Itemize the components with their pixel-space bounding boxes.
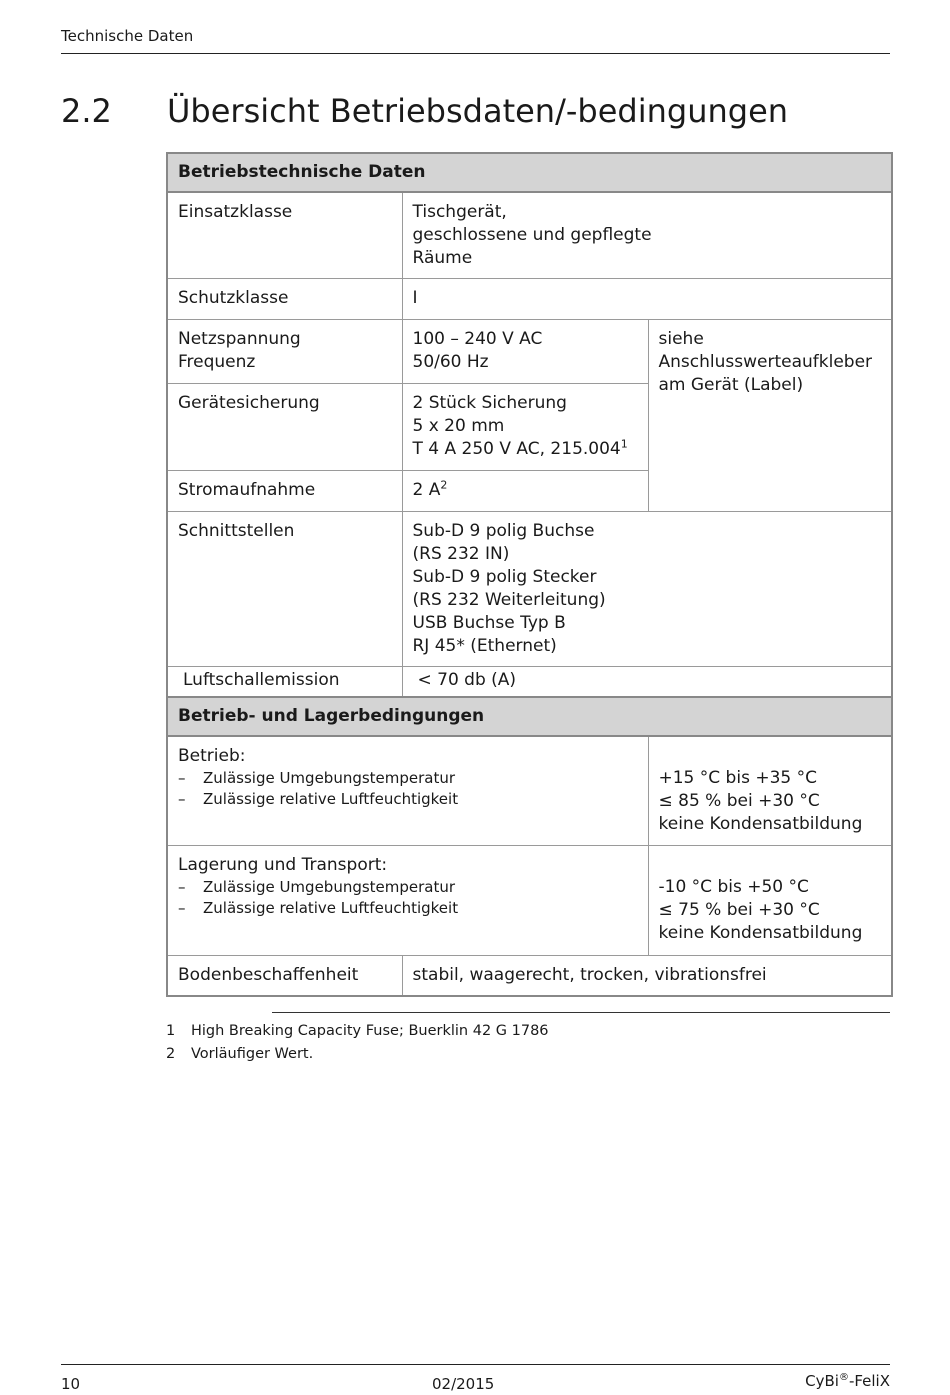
- table-row: [167, 736, 892, 846]
- section-title: Übersicht Betriebsdaten/-bedingungen: [167, 92, 789, 130]
- table-row: [167, 512, 892, 667]
- section-number: 2.2: [61, 92, 112, 130]
- footnote: 2 Vorläufiger Wert.: [166, 1046, 314, 1062]
- condition-values: -10 °C bis +50 °C ≤ 75 % bei +30 °C keine Kondensatbildung: [648, 846, 892, 956]
- row-label: Bodenbeschaffenheit: [167, 956, 402, 997]
- row-value: 2 $A^2$: [402, 471, 648, 512]
- label-note: siehe Anschlusswerteaufkleber am Gerät (Label): [648, 320, 892, 512]
- product-name: CyBi®-FeliX: [805, 1372, 890, 1390]
- running-header: Technische Daten: [61, 27, 194, 45]
- row-value: I: [402, 279, 892, 320]
- table-row: [167, 320, 892, 384]
- page-date: 02/2015: [432, 1375, 495, 1393]
- list-item: – Zulässige Umgebungstemperatur: [178, 877, 638, 898]
- condition-label: Betrieb: – Zulässige Umgebungstemperatur – Zulässige relative Luftfeuchtigkeit: [167, 736, 648, 846]
- table-row: [167, 192, 892, 279]
- row-label: Netzspannung Frequenz: [167, 320, 402, 384]
- table-group-header: [167, 153, 892, 192]
- row-value: 2 Stück Sicherung 5 x 20 mm T 4 A 250 V AC, 215.004$^1$: [402, 384, 648, 471]
- condition-items: [178, 768, 638, 810]
- page-number: 10: [61, 1375, 81, 1393]
- footer-rule: [61, 1364, 890, 1365]
- row-value: stabil, waagerecht, trocken, vibrationsfrei: [402, 956, 892, 997]
- row-value: Sub-D 9 polig Buchse (RS 232 IN) Sub-D 9 polig Stecker (RS 232 Weiterleitung) USB Buchse Typ B RJ 45* (Ethernet): [402, 512, 892, 667]
- table-row: [167, 667, 892, 697]
- operating-data-table: [166, 152, 893, 997]
- condition-items: [178, 877, 638, 919]
- table-group-header: [167, 697, 892, 736]
- row-label: Stromaufnahme: [167, 471, 402, 512]
- row-label: Schnittstellen: [167, 512, 402, 667]
- list-item: – Zulässige Umgebungstemperatur: [178, 768, 638, 789]
- table-row: [167, 279, 892, 320]
- footnote-ref: 1: [620, 437, 628, 451]
- registered-mark: ®: [838, 1372, 849, 1383]
- footnote-ref: 2: [440, 478, 448, 492]
- row-label: Einsatzklasse: [167, 192, 402, 279]
- group-title-technical: Betriebstechnische Daten: [167, 153, 892, 192]
- header-rule: [61, 53, 890, 54]
- row-label: Schutzklasse: [167, 279, 402, 320]
- row-label: Gerätesicherung: [167, 384, 402, 471]
- footnote-rule: [272, 1012, 890, 1013]
- row-value: < 70 db (A): [402, 667, 892, 697]
- condition-label: Lagerung und Transport: – Zulässige Umgebungstemperatur – Zulässige relative Luftfeuchtigkeit: [167, 846, 648, 956]
- row-value: 100 – 240 V AC 50/60 Hz: [402, 320, 648, 384]
- condition-values: +15 °C bis +35 °C ≤ 85 % bei +30 °C keine Kondensatbildung: [648, 736, 892, 846]
- table-row: [167, 846, 892, 956]
- footnotes: [166, 1020, 549, 1066]
- footnote: 1 High Breaking Capacity Fuse; Buerklin 42 G 1786: [166, 1023, 549, 1039]
- row-value: Tischgerät, geschlossene und gepflegte Räume: [402, 192, 892, 279]
- group-title-conditions: Betrieb- und Lagerbedingungen: [167, 697, 892, 736]
- row-label: Luftschallemission: [167, 667, 402, 697]
- list-item: – Zulässige relative Luftfeuchtigkeit: [178, 898, 638, 919]
- list-item: – Zulässige relative Luftfeuchtigkeit: [178, 789, 638, 810]
- table-row: [167, 956, 892, 997]
